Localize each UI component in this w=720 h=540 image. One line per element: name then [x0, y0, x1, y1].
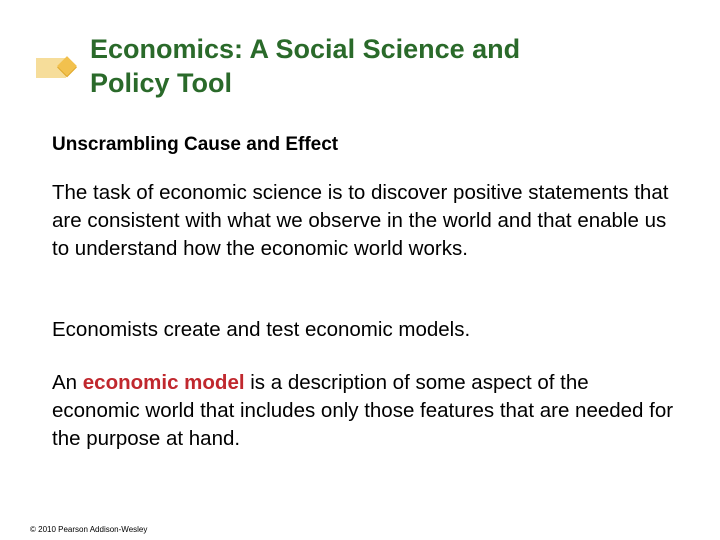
economic-model-term: economic model: [82, 371, 245, 394]
slide-title-line2: Policy Tool: [90, 68, 233, 98]
slide-subtitle: Unscrambling Cause and Effect: [52, 134, 339, 155]
title-bullet-icon: [36, 56, 78, 80]
slide-title-line1: Economics: A Social Science and: [90, 34, 521, 64]
definition-text: is a description of some aspect of the economic world that includes only those features that are needed for the purpose at hand.: [52, 371, 674, 450]
copyright-footer: © 2010 Pearson Addison-Wesley: [30, 525, 148, 534]
slide-title: [90, 32, 690, 100]
definition-prefix: An: [52, 371, 83, 394]
paragraph-economic-model-definition: [52, 369, 682, 453]
paragraph-models: Economists create and test economic models.: [52, 318, 471, 341]
paragraph-economic-science: The task of economic science is to discover positive statements that are consistent with what we observe in the world and that enable us to understand how the economic world works.: [52, 181, 669, 260]
